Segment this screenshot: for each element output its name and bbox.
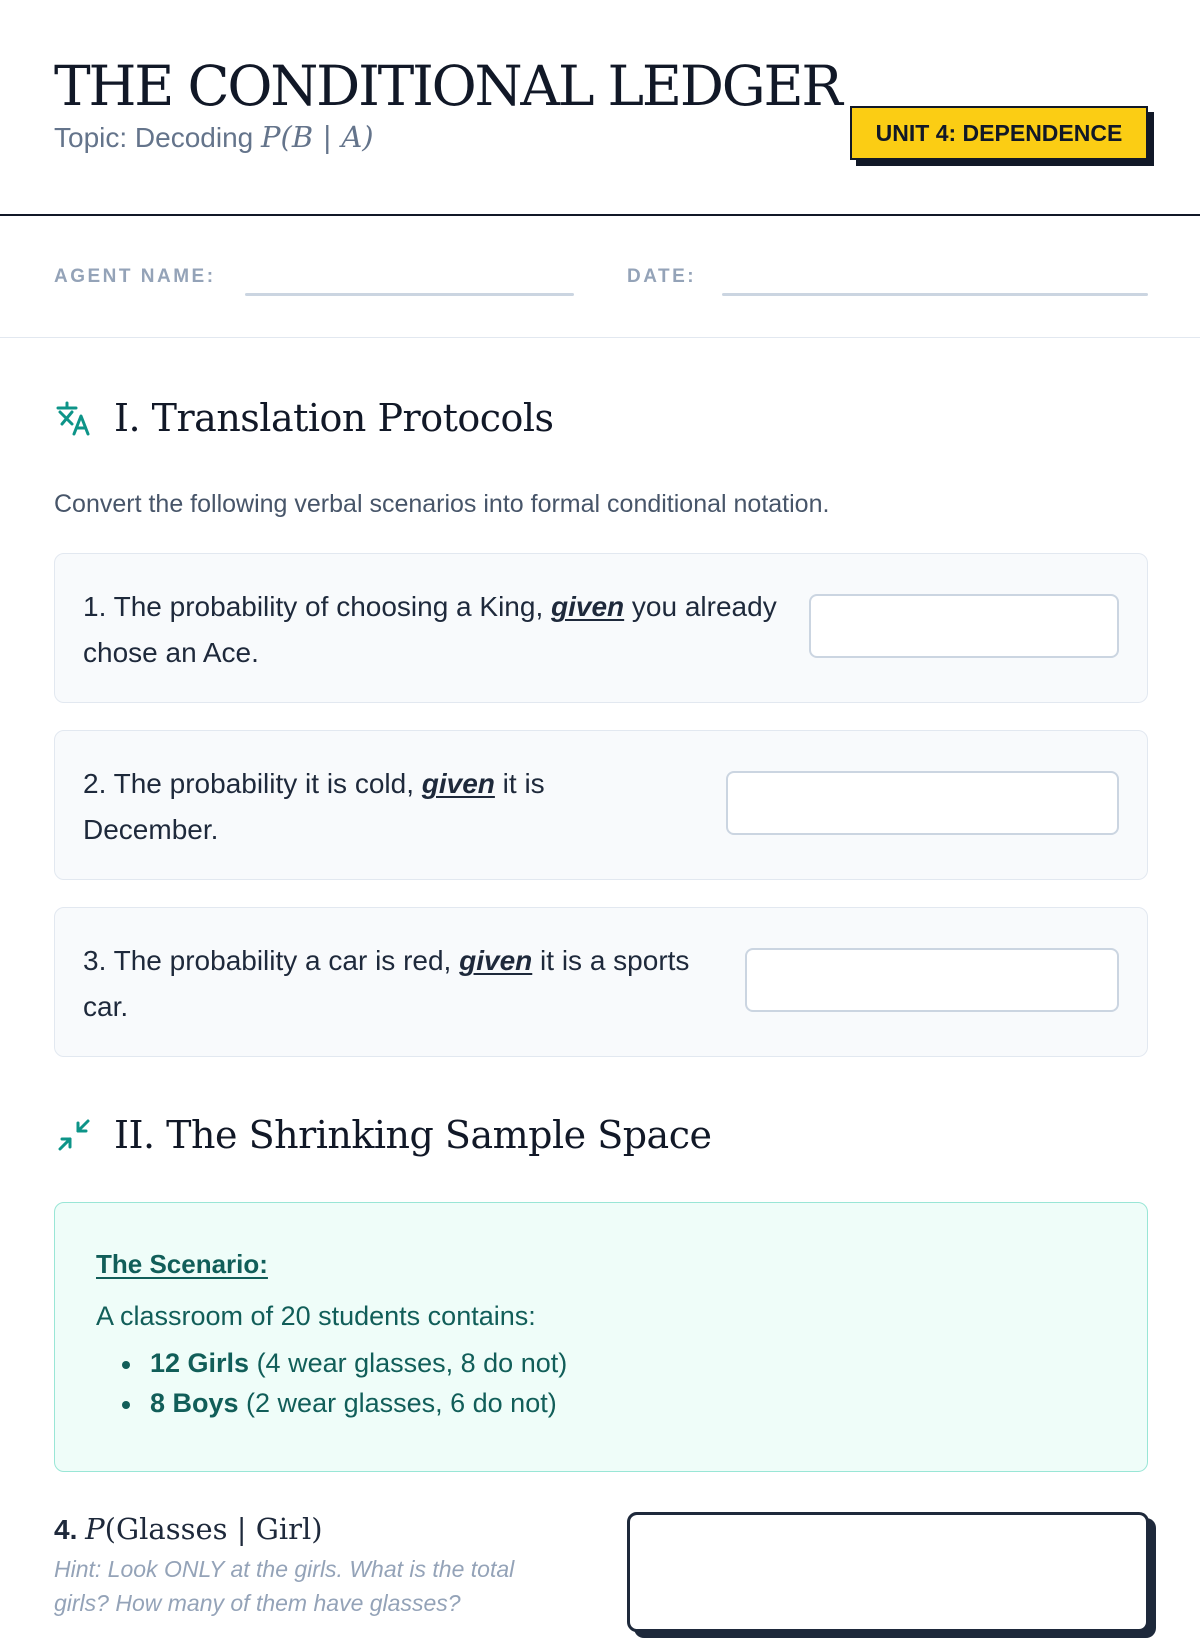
formula-p: P	[85, 1512, 105, 1546]
question-1-lead: 1. The probability of choosing a King,	[83, 591, 552, 622]
answer-box-4[interactable]	[627, 1512, 1149, 1632]
question-2-tail: it is December.	[83, 768, 545, 845]
shrink-arrows-icon	[54, 1115, 94, 1155]
agent-name-label: AGENT NAME:	[54, 266, 216, 287]
boys-count: 8 Boys	[150, 1388, 239, 1418]
question-4-number: 4.	[54, 1514, 78, 1545]
question-3-lead: 3. The probability a car is red,	[83, 945, 460, 976]
worksheet-header	[0, 0, 1200, 216]
girls-count: 12 Girls	[150, 1348, 250, 1378]
given-keyword: given	[459, 945, 533, 976]
question-4-formula	[85, 1512, 322, 1546]
student-info-row	[0, 218, 1200, 338]
scenario-title: The Scenario:	[96, 1249, 268, 1279]
question-1-text	[83, 584, 783, 676]
date-label: DATE:	[627, 266, 697, 287]
section-2-title: II. The Shrinking Sample Space	[114, 1113, 712, 1157]
list-item	[96, 1343, 567, 1383]
scenario-box	[54, 1202, 1148, 1472]
answer-input-1[interactable]	[809, 594, 1119, 658]
question-2-lead: 2. The probability it is cold,	[83, 768, 422, 799]
given-keyword: given	[421, 768, 495, 799]
given-keyword: given	[551, 591, 625, 622]
answer-input-2[interactable]	[726, 771, 1119, 835]
question-card-3	[54, 907, 1148, 1057]
translate-icon	[54, 398, 94, 438]
question-4-hint: Hint: Look ONLY at the girls. What is the total girls? How many of them have glasses?	[54, 1556, 515, 1616]
topic-formula: P(B | A)	[261, 120, 374, 154]
unit-badge: UNIT 4: DEPENDENCE	[850, 106, 1148, 160]
question-2-text	[83, 761, 653, 853]
answer-input-3[interactable]	[745, 948, 1119, 1012]
girls-detail: (4 wear glasses, 8 do not)	[249, 1348, 568, 1378]
formula-args: (Glasses | Girl)	[104, 1512, 323, 1546]
question-1-tail: you already chose an Ace.	[83, 591, 777, 668]
question-card-2	[54, 730, 1148, 880]
section-1-title: I. Translation Protocols	[114, 396, 554, 440]
scenario-intro: A classroom of 20 students contains:	[96, 1301, 536, 1331]
topic-prefix: Topic: Decoding	[54, 122, 262, 153]
list-item	[96, 1383, 567, 1423]
scenario-list	[96, 1343, 567, 1423]
question-3-text	[83, 938, 703, 1030]
question-card-1	[54, 553, 1148, 703]
boys-detail: (2 wear glasses, 6 do not)	[238, 1388, 557, 1418]
agent-name-field[interactable]	[245, 293, 574, 296]
topic-subtitle	[54, 120, 374, 154]
question-4-label	[54, 1512, 323, 1546]
section-2-heading	[54, 1113, 711, 1157]
date-field[interactable]	[722, 293, 1148, 296]
page-title: THE CONDITIONAL LEDGER	[54, 54, 841, 118]
question-3-tail: it is a sports car.	[83, 945, 690, 1022]
section-1-heading	[54, 396, 554, 440]
section-1-instructions: Convert the following verbal scenarios into formal conditional notation.	[54, 490, 830, 518]
